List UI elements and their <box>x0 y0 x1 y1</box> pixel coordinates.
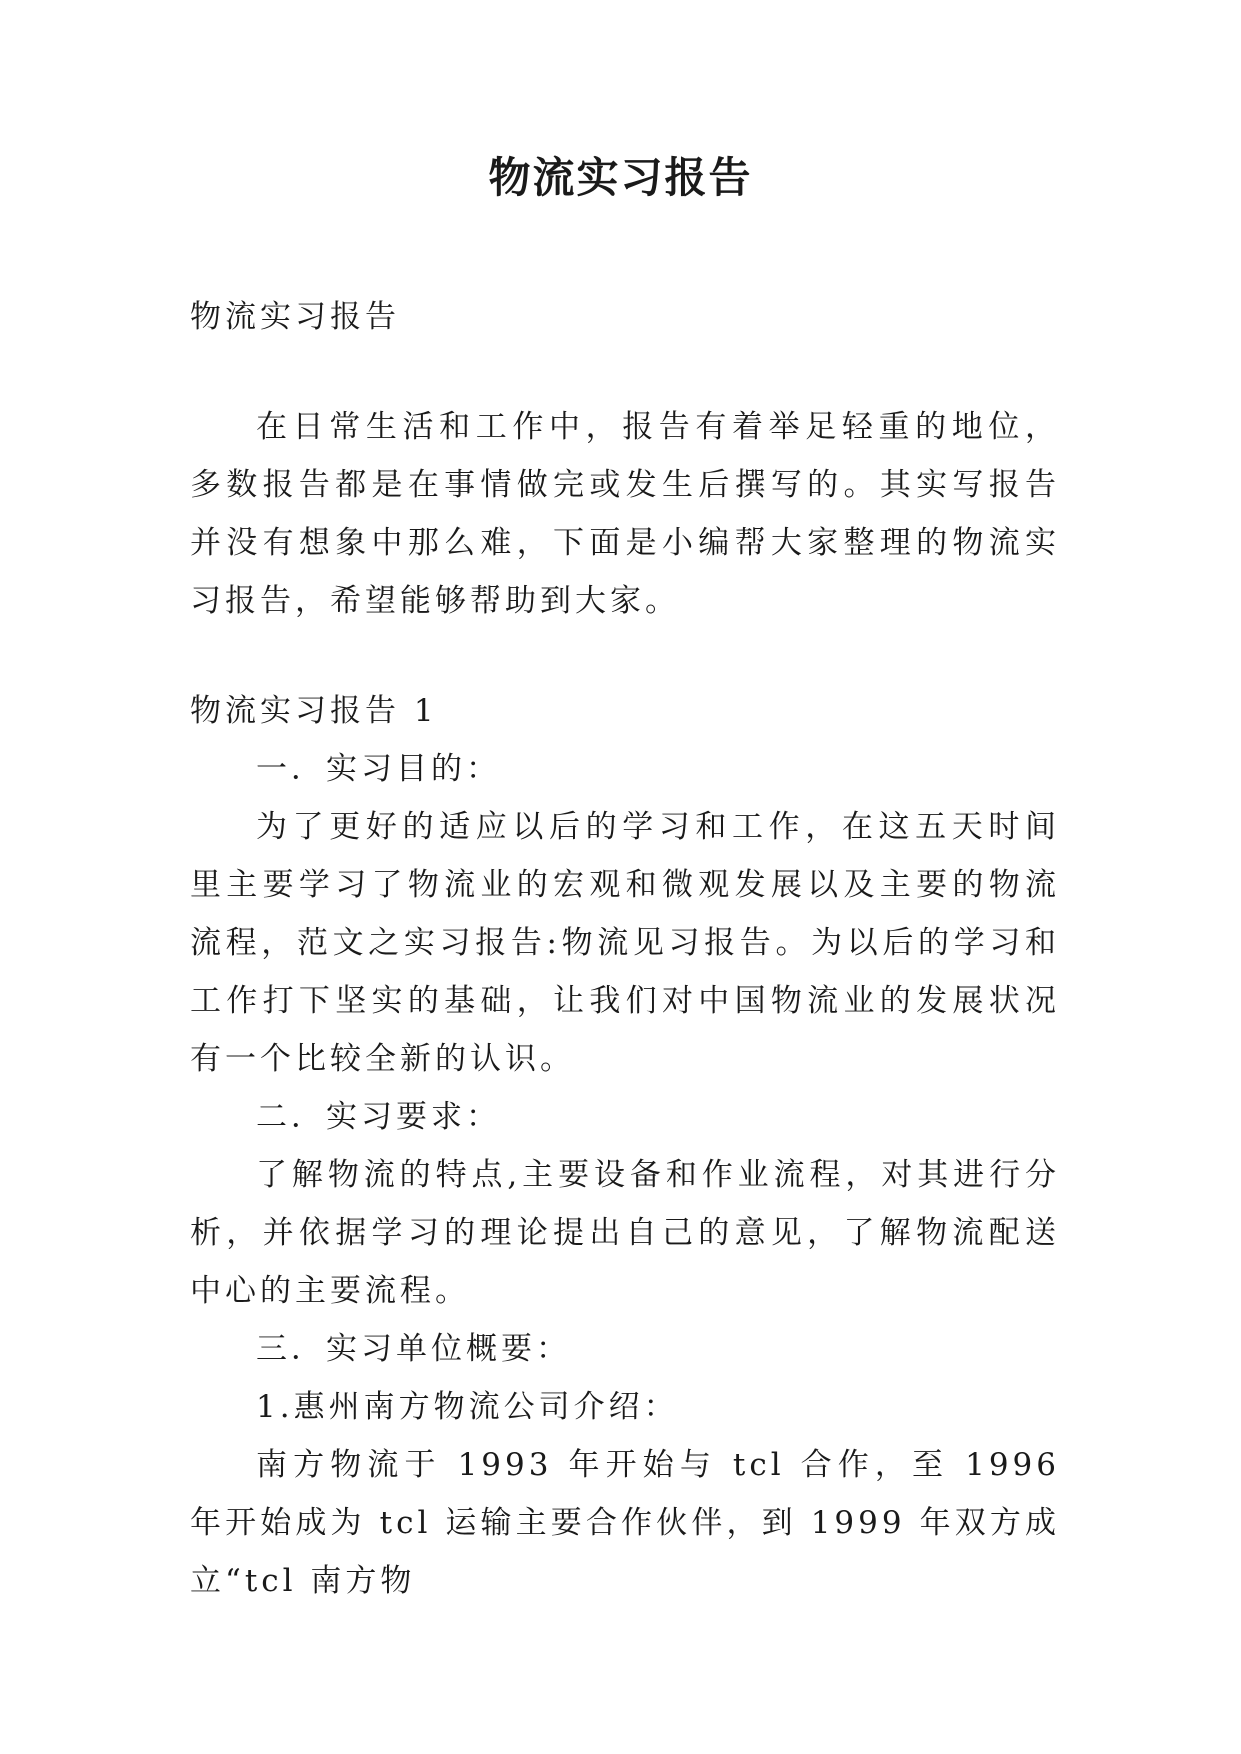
heading-company-overview: 三．实习单位概要： <box>256 1331 571 1367</box>
document-subtitle: 物流实习报告 <box>190 299 400 335</box>
section-title: 物流实习报告 1 <box>190 693 438 729</box>
heading-requirements: 二．实习要求： <box>256 1099 501 1135</box>
heading-purpose: 一．实习目的： <box>256 751 501 787</box>
company-paragraph: 南方物流于 1993 年开始与 tcl 合作，至 1996 年开始成为 tcl 运输主要合作伙伴，到 1999 年双方成立“tcl 南方物 <box>190 1447 1060 1599</box>
document-title: 物流实习报告 <box>488 153 753 202</box>
purpose-paragraph: 为了更好的适应以后的学习和工作，在这五天时间里主要学习了物流业的宏观和微观发展以及主要的物流流程，范文之实习报告:物流见习报告。为以后的学习和工作打下坚实的基础，让我们对中国物流业的发展状况有一个比较全新的认识。 <box>190 809 1060 1077</box>
document-body <box>190 288 1060 1610</box>
heading-company-intro: 1.惠州南方物流公司介绍： <box>256 1389 679 1425</box>
intro-paragraph: 在日常生活和工作中，报告有着举足轻重的地位，多数报告都是在事情做完或发生后撰写的。其实写报告并没有想象中那么难，下面是小编帮大家整理的物流实习报告，希望能够帮助到大家。 <box>190 409 1060 619</box>
requirements-paragraph: 了解物流的特点,主要设备和作业流程，对其进行分析，并依据学习的理论提出自己的意见，了解物流配送中心的主要流程。 <box>190 1157 1060 1309</box>
